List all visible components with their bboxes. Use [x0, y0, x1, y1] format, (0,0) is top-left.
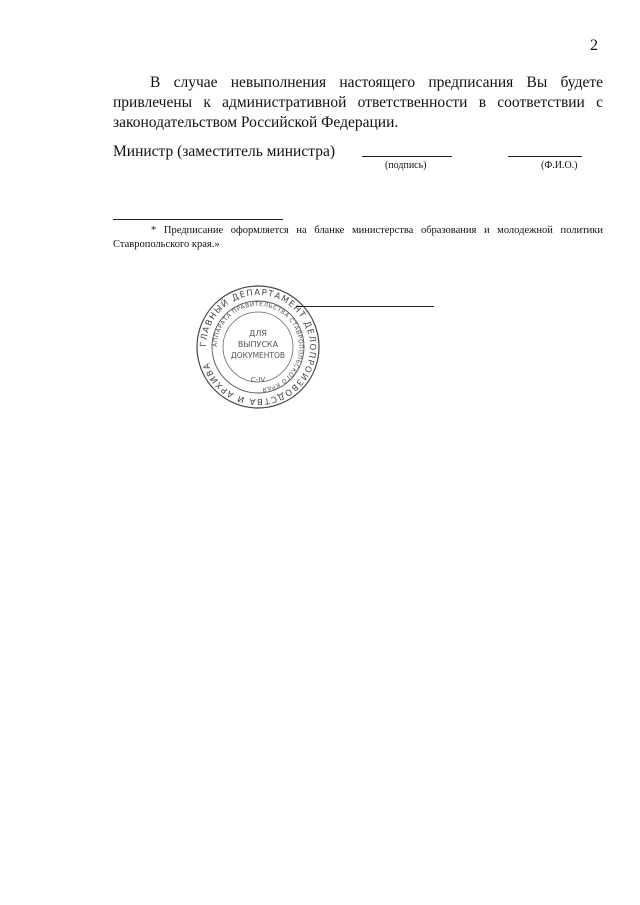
- stamp-center-line-1: ДЛЯ: [249, 329, 267, 338]
- stamp-outer-text: ГЛАВНЫЙ ДЕПАРТАМЕНТ ДЕЛОПРОИЗВОДСТВА И АРХИВА: [198, 287, 318, 407]
- footnote-rule: [113, 219, 283, 220]
- name-caption: (Ф.И.О.): [541, 160, 578, 171]
- signature-underline: [362, 156, 452, 157]
- stamp-signature-stroke: [296, 306, 434, 307]
- signature-caption: (подпись): [385, 160, 427, 171]
- signature-position: Министр (заместитель министра): [113, 143, 335, 160]
- stamp-center-line-3: ДОКУМЕНТОВ: [230, 351, 286, 360]
- name-underline: [508, 156, 582, 157]
- official-stamp: [195, 284, 321, 410]
- stamp-inner-text: АППАРАТА ПРАВИТЕЛЬСТВА СТАВРОПОЛЬСКОГО КРАЯ: [211, 300, 305, 393]
- page-number: 2: [590, 37, 598, 54]
- stamp-bottom-label: С-IV: [250, 376, 266, 384]
- footnote-text: * Предписание оформляется на бланке министерства образования и молодежной политики Ставропольского края.»: [113, 225, 603, 250]
- stamp-center-line-2: ВЫПУСКА: [237, 340, 279, 349]
- body-paragraph: В случае невыполнения настоящего предписания Вы будете привлечены к административной ответственности в соответствии с законодательством Российской Федерации.: [113, 74, 603, 131]
